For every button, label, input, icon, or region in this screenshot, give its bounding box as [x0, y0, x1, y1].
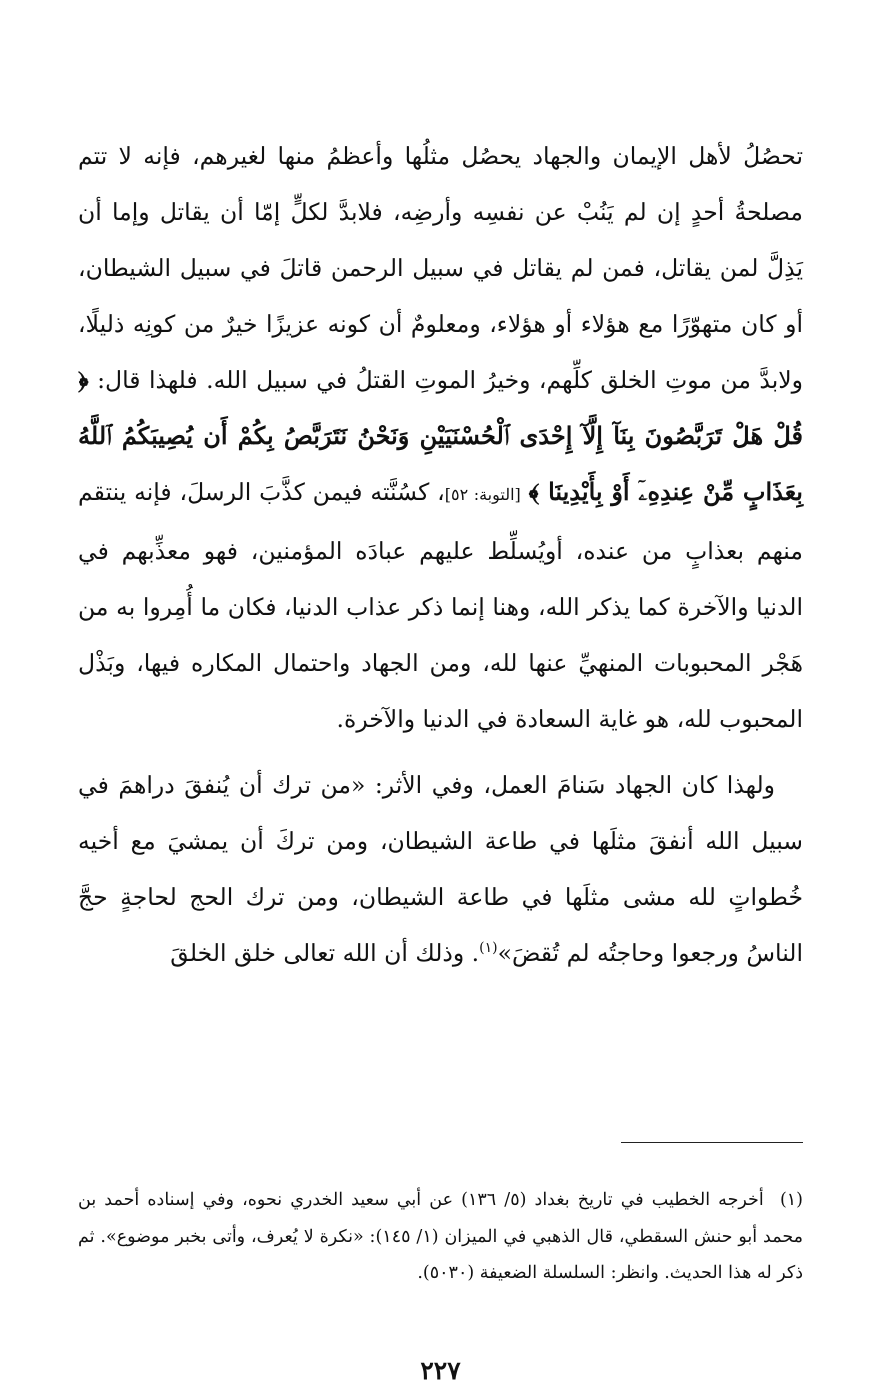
book-page [78, 128, 803, 1392]
footnotes [78, 1182, 803, 1292]
main-text [78, 128, 803, 981]
footnote-divider [621, 1142, 803, 1143]
footnote-number: (١) [779, 1190, 803, 1210]
page-number: ٢٢٧ [420, 1356, 461, 1385]
paragraph-text: . وذلك أن الله تعالى خلق الخلقَ [170, 939, 480, 967]
paragraph [78, 128, 803, 747]
verse-reference: [التوبة: ٥٢] [444, 485, 521, 504]
footnote-marker[interactable]: (١) [479, 940, 498, 957]
paragraph [78, 757, 803, 981]
footnote-text: أخرجه الخطيب في تاريخ بغداد (٥/ ١٣٦) عن أبي سعيد الخدري نحوه، وفي إسناده أحمد بن محمد أبو حنش السقطي، قال الذهبي في الميزان (١/ ١٤٥): «نكرة لا يُعرف، وأتى بخبر موضوع». ثم ذكر له هذا الحديث. وانظر: السلسلة الضعيفة (٥٠٣٠). [78, 1190, 803, 1283]
footnote [78, 1182, 803, 1292]
paragraph-text: ، كسُنَّته فيمن كذَّبَ الرسلَ، فإنه ينتقم منهم بعذابٍ من عنده، أويُسلِّط عليهم عبادَه المؤمنين، فهو معذِّبهم في الدنيا والآخرة كما يذكر الله، وهنا إنما ذكر عذاب الدنيا، فكان ما أُمِروا به من هَجْر المحبوبات المنهيِّ عنها لله، ومن الجهاد واحتمال المكاره فيها، وبَذْل المحبوب لله، هو غاية السعادة في الدنيا والآخرة. [78, 478, 803, 733]
paragraph-text: تحصُلُ لأهل الإيمان والجهاد يحصُل مثلُها وأعظمُ منها لغيرهم، فإنه لا تتم مصلحةُ أحدٍ إن لم يَنُبْ عن نفسِه وأرضِه، فلابدَّ لكلٍّ إمّا أن يقاتل وإما أن يَذِلَّ لمن يقاتل، فمن لم يقاتل في سبيل الرحمن قاتلَ في سبيل الشيطان، أو كان متهوّرًا مع هؤلاء أو هؤلاء، ومعلومٌ أن كونه عزيزًا خيرٌ من كونِه ذليلًا، ولابدَّ من موتِ الخلق كلِّهم، وخيرُ الموتِ القتلُ في سبيل الله. فلهذا قال: [78, 142, 803, 394]
quran-verse: ﴿ قُلْ هَلْ تَرَبَّصُونَ بِنَآ إِلَّآ إِحْدَى ٱلْحُسْنَيَيْنِ وَنَحْنُ نَتَرَبَّصُ بِكُمْ أَن يُصِيبَكُمُ ٱللَّهُ بِعَذَابٍ مِّنْ عِندِهِۦٓ أَوْ بِأَيْدِينَا ﴾ [78, 365, 803, 506]
paragraph-text: ولهذا كان الجهاد سَنامَ العمل، وفي الأثر: «من ترك أن يُنفقَ دراهمَ في سبيل الله أنفقَ مثلَها في طاعة الشيطان، ومن تركَ أن يمشيَ مع أخيه خُطواتٍ لله مشى مثلَها في طاعة الشيطان، ومن ترك الحج لحاجةٍ حجَّ الناسُ ورجعوا وحاجتُه لم تُقضَ» [78, 771, 803, 967]
